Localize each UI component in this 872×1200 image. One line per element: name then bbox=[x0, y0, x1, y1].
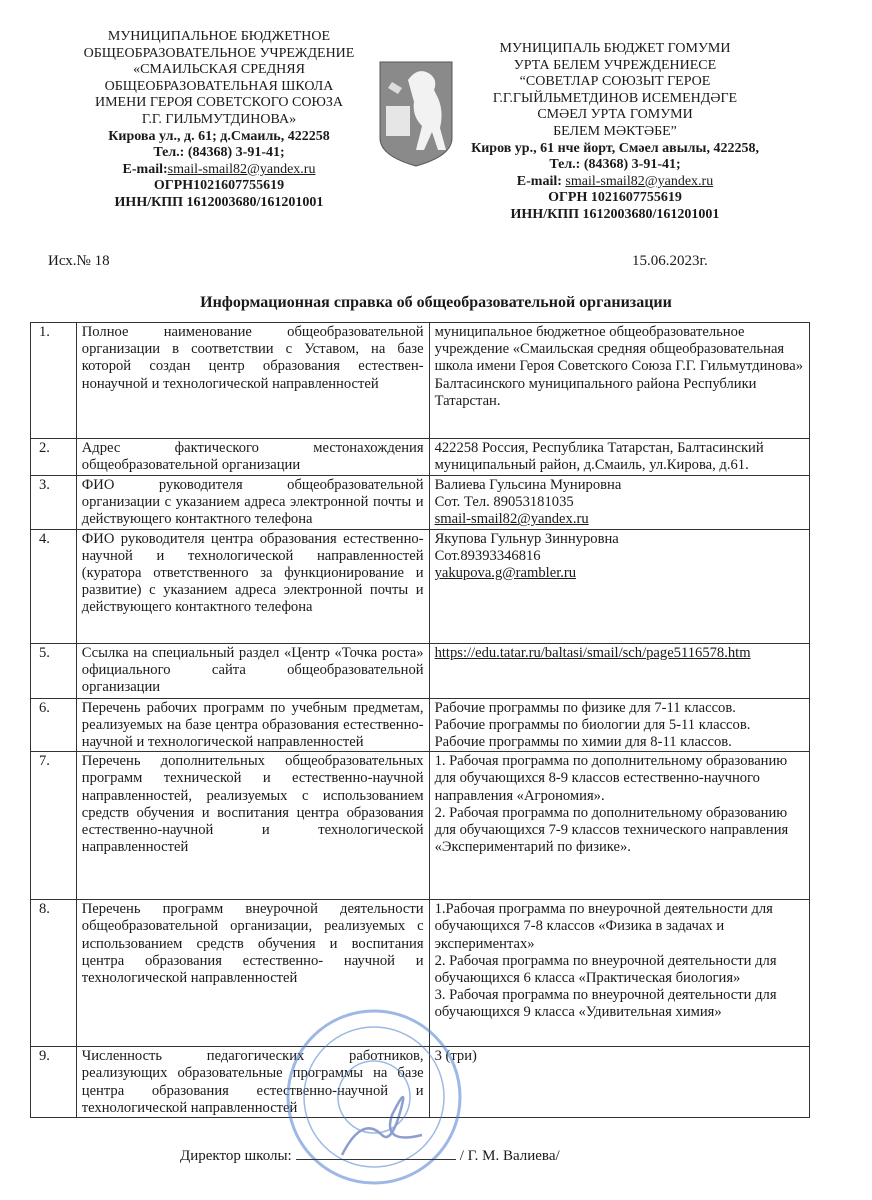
answer-line: Рабочие программы по химии для 8-11 классов. bbox=[434, 734, 732, 751]
row-number: 3. bbox=[31, 476, 77, 530]
coat-of-arms-emblem-icon bbox=[378, 60, 454, 168]
ogrn: ОГРН 1021607755619 bbox=[548, 190, 682, 206]
answer-line: 1. Рабочая программа по дополнительному образованию для обучающихся 8-9 классов естественно-научного направления «Агрономия». bbox=[434, 753, 788, 804]
answer-line: Сот.89393346816 bbox=[434, 547, 541, 564]
row-question: Перечень рабочих программ по учебным предметам, реализуемых на базе центра образования естественно-научной и технологической направленностей bbox=[76, 698, 429, 752]
row-number: 2. bbox=[31, 439, 77, 476]
header-right-tatar bbox=[455, 41, 775, 224]
phone: Тел.: (84368) 3-91-41; bbox=[549, 157, 681, 173]
row-number: 7. bbox=[31, 752, 77, 900]
table-row bbox=[31, 439, 810, 476]
org-name-lines bbox=[60, 29, 378, 129]
document-title: Информационная справка об общеобразовательной организации bbox=[200, 294, 672, 311]
org-name-line: МУНИЦИПАЛЬНОЕ БЮДЖЕТНОЕ bbox=[107, 29, 331, 44]
org-name-lines-tatar bbox=[455, 41, 775, 141]
ogrn: ОГРН1021607755619 bbox=[153, 178, 285, 194]
row-question: Адрес фактического местонахождения общеобразовательной организации bbox=[76, 439, 429, 476]
row-number: 5. bbox=[31, 643, 77, 698]
answer-line: 3. Рабочая программа по внеурочной деятельности для обучающихся 9 класса «Удивительная химия» bbox=[434, 987, 777, 1021]
row-number: 4. bbox=[31, 529, 77, 643]
answer-line: муниципальное бюджетное общеобразовательное учреждение «Смаильская средняя общеобразовательная школа имени Героя Советского Союза Г.Г. Гильмутдинова» Балтасинского муниципального района Республики Татарстан. bbox=[434, 324, 804, 409]
email-line bbox=[60, 162, 378, 179]
row-number: 8. bbox=[31, 900, 77, 1047]
row-answer bbox=[429, 476, 809, 530]
answer-line: 1.Рабочая программа по внеурочной деятельности для обучающихся 7-8 классов «Физика в задачах и экспериментах» bbox=[434, 901, 773, 952]
row-question: Перечень дополнительных общеобразовательных программ технической и естественно-научной направленностей, реализуемых с использованием средств обучения и воспитания центра образования естественно-научной и технологической направленностей bbox=[76, 752, 429, 900]
row-number: 1. bbox=[31, 323, 77, 439]
outgoing-number: Исх.№ 18 bbox=[48, 253, 110, 269]
table-row bbox=[31, 323, 810, 439]
answer-line: Якупова Гульнур Зиннуровна bbox=[434, 530, 619, 547]
org-name-line: “СОВЕТЛАР СОЮЗЫТ ГЕРОЕ bbox=[519, 74, 711, 90]
row-question: Ссылка на специальный раздел «Центр «Точка роста» официального сайта общеобразовательной организации bbox=[76, 643, 429, 698]
table-row bbox=[31, 698, 810, 752]
table-row bbox=[31, 752, 810, 900]
header-left-russian bbox=[60, 29, 378, 212]
answer-line: 3 (три) bbox=[434, 1048, 477, 1065]
signature-label: Директор школы: bbox=[180, 1148, 292, 1164]
org-name-line: ИМЕНИ ГЕРОЯ СОВЕТСКОГО СОЮЗА bbox=[94, 95, 344, 111]
answer-line: Сот. Тел. 89053181035 bbox=[434, 494, 574, 511]
row-number: 6. bbox=[31, 698, 77, 752]
row-answer bbox=[429, 1047, 809, 1118]
row-answer bbox=[429, 323, 809, 439]
address: Киров ур., 61 нче йорт, Смәел авылы, 422258, bbox=[471, 140, 759, 156]
answer-link[interactable]: yakupova.g@rambler.ru bbox=[434, 565, 577, 582]
row-number: 9. bbox=[31, 1047, 77, 1118]
email-line bbox=[455, 174, 775, 191]
org-name-line: ОБЩЕОБРАЗОВАТЕЛЬНАЯ ШКОЛА bbox=[104, 78, 334, 94]
email-label: E-mail: bbox=[516, 173, 566, 189]
org-name-line: Г.Г.ГЫЙЛЬМЕТДИНОВ ИСЕМЕНДӘГЕ bbox=[492, 90, 738, 106]
answer-line: 2. Рабочая программа по внеурочной деятельности для обучающихся 6 класса «Практическая биология» bbox=[434, 952, 777, 987]
table-row bbox=[31, 1047, 810, 1118]
row-answer bbox=[429, 698, 809, 752]
row-answer bbox=[429, 643, 809, 698]
row-answer bbox=[429, 439, 809, 476]
row-question: ФИО руководителя центра образования естественно-научной и технологической направленностей (куратора ответственного за функционирование и развитие) с указанием адреса электронной почты и действующего контактного телефона bbox=[76, 529, 429, 643]
answer-line: Рабочие программы по биологии для 5-11 классов. bbox=[434, 716, 751, 733]
signature-blank bbox=[296, 1145, 456, 1160]
document-date: 15.06.2023г. bbox=[632, 253, 708, 269]
row-question: Перечень программ внеурочной деятельности общеобразовательной организации, реализуемых с использованием средств обучения и воспитания центра образования естественно- научной и технологической направленностей bbox=[76, 900, 429, 1047]
inn-kpp: ИНН/КПП 1612003680/161201001 bbox=[510, 206, 720, 222]
row-question: ФИО руководителя общеобразовательной организации с указанием адреса электронной почты и действующего контактного телефона bbox=[76, 476, 429, 530]
email-label: E-mail: bbox=[122, 161, 168, 177]
signature-line bbox=[180, 1145, 560, 1165]
inn-kpp: ИНН/КПП 1612003680/161201001 bbox=[114, 194, 324, 210]
org-name-line: «СМАИЛЬСКАЯ СРЕДНЯЯ bbox=[133, 62, 305, 78]
org-name-line: ОБЩЕОБРАЗОВАТЕЛЬНОЕ УЧРЕЖДЕНИЕ bbox=[83, 45, 355, 61]
row-answer bbox=[429, 900, 809, 1047]
org-name-line: СМӘЕЛ УРТА ГОМУМИ bbox=[537, 107, 693, 123]
table-row bbox=[31, 643, 810, 698]
answer-line: 2. Рабочая программа по дополнительному образованию для обучающихся 7-9 классов технического направления «Экспериментарий по физике». bbox=[434, 804, 789, 856]
row-answer bbox=[429, 529, 809, 643]
row-answer bbox=[429, 752, 809, 900]
org-name-line: УРТА БЕЛЕМ УЧРЕЖДЕНИЕСЕ bbox=[513, 57, 717, 73]
answer-line: Рабочие программы по физике для 7-11 классов. bbox=[434, 699, 736, 716]
email-link[interactable]: smail-smail82@yandex.ru bbox=[565, 173, 714, 189]
answer-line: Валиева Гульсина Мунировна bbox=[434, 477, 622, 493]
email-link[interactable]: smail-smail82@yandex.ru bbox=[167, 161, 316, 177]
org-name-line: Г.Г. ГИЛЬМУТДИНОВА» bbox=[141, 111, 297, 127]
table-row bbox=[31, 476, 810, 530]
signatory-name: / Г. М. Валиева/ bbox=[459, 1148, 560, 1164]
answer-link[interactable]: smail-smail82@yandex.ru bbox=[434, 511, 589, 528]
row-question: Численность педагогических работников, реализующих образовательные программы на базе центра образования естественно-научной и технологической направленностей bbox=[76, 1047, 429, 1118]
table-row bbox=[31, 900, 810, 1047]
info-table bbox=[30, 322, 810, 1118]
table-row bbox=[31, 529, 810, 643]
address: Кирова ул., д. 61; д.Смаиль, 422258 bbox=[108, 128, 330, 144]
org-name-line: БЕЛЕМ МӘКТӘБЕ” bbox=[553, 123, 677, 139]
phone: Тел.: (84368) 3-91-41; bbox=[153, 145, 285, 161]
row-question: Полное наименование общеобразовательной организации в соответствии с Уставом, на базе которой создан центр образования естествен-нонаучной и технологической направленностей bbox=[76, 323, 429, 439]
org-name-line: МУНИЦИПАЛЬ БЮДЖЕТ ГОМУМИ bbox=[499, 41, 731, 56]
answer-line: 422258 Россия, Республика Татарстан, Балтасинский муниципальный район, д.Смаиль, ул.Кирова, д.61. bbox=[434, 440, 764, 474]
answer-link[interactable]: https://edu.tatar.ru/baltasi/smail/sch/page5116578.htm bbox=[434, 644, 751, 661]
